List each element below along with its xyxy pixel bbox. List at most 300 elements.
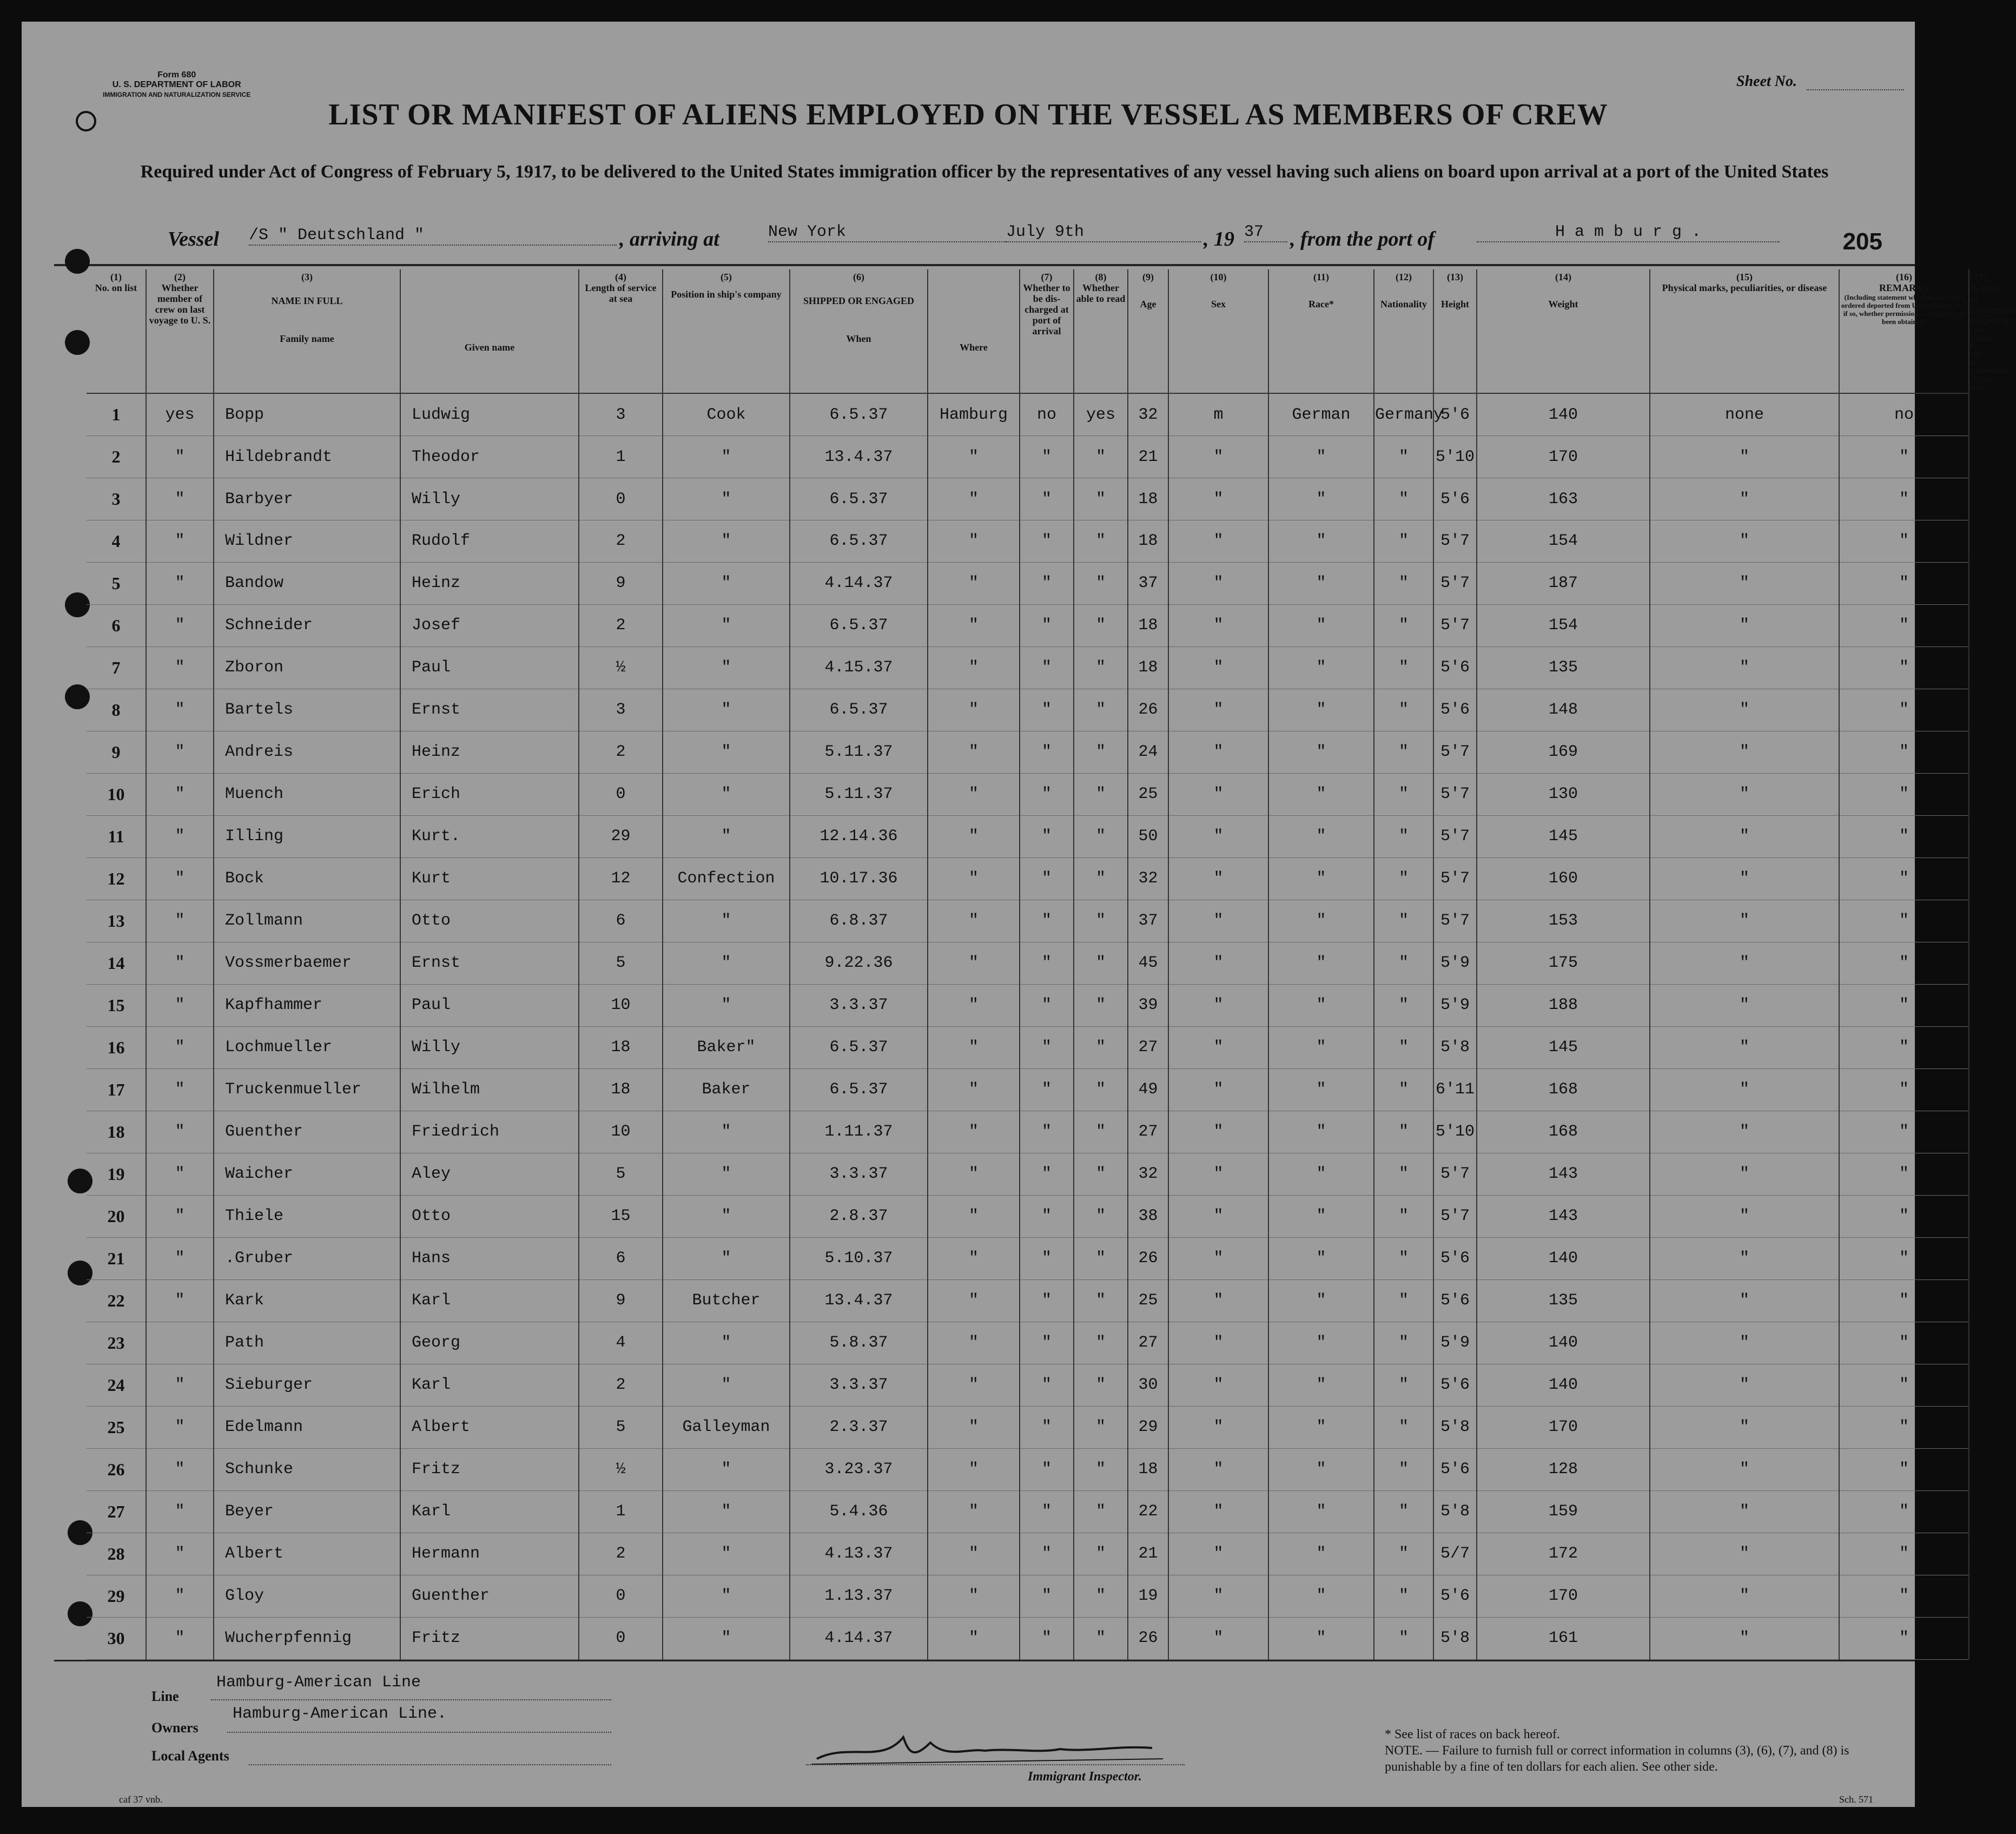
- signature-underline: [806, 1764, 1185, 1765]
- shipped-where-cell: ": [928, 773, 1020, 815]
- able-to-read-cell: ": [1074, 478, 1128, 520]
- member-last-voyage-cell: ": [146, 1617, 214, 1659]
- physical-marks-cell: ": [1650, 436, 1839, 478]
- remarks-cell: ": [1839, 562, 1969, 604]
- family-name-cell: Zboron: [214, 646, 400, 689]
- able-to-read-cell: ": [1074, 1195, 1128, 1237]
- physical-marks-cell: ": [1650, 815, 1839, 857]
- table-row: [87, 942, 1969, 984]
- shipped-when-cell: 3.3.37: [790, 1364, 928, 1406]
- race-cell: ": [1268, 984, 1374, 1026]
- to-be-discharged-cell: ": [1020, 1237, 1074, 1279]
- race-cell: ": [1268, 1322, 1374, 1364]
- row-number-cell: 9: [87, 731, 146, 773]
- member-last-voyage-cell: ": [146, 942, 214, 984]
- to-be-discharged-cell: ": [1020, 1490, 1074, 1533]
- family-name-cell: Truckenmueller: [214, 1068, 400, 1111]
- position-cell: Butcher: [663, 1279, 790, 1322]
- shipped-where-cell: ": [928, 562, 1020, 604]
- row-number-cell: 24: [87, 1364, 146, 1406]
- physical-marks-cell: ": [1650, 1279, 1839, 1322]
- remarks-cell: ": [1839, 1153, 1969, 1195]
- print-code: caf 37 vnb.: [119, 1794, 163, 1805]
- race-cell: ": [1268, 520, 1374, 563]
- length-of-service-cell: 4: [579, 1322, 663, 1364]
- table-row: [87, 731, 1969, 773]
- race-cell: ": [1268, 1448, 1374, 1490]
- position-cell: Confection: [663, 857, 790, 900]
- shipped-where-cell: ": [928, 1026, 1020, 1068]
- nationality-cell: ": [1374, 773, 1433, 815]
- sex-cell: ": [1168, 1153, 1268, 1195]
- family-name-cell: Hildebrandt: [214, 436, 400, 478]
- physical-marks-cell: ": [1650, 1448, 1839, 1490]
- physical-marks-cell: ": [1650, 1322, 1839, 1364]
- arrival-date: July 9th: [1006, 223, 1201, 242]
- crew-manifest-table: [87, 269, 2016, 1660]
- length-of-service-cell: 3: [579, 393, 663, 436]
- row-number-cell: 20: [87, 1195, 146, 1237]
- family-name-cell: Bartels: [214, 689, 400, 731]
- weight-cell: 154: [1477, 520, 1650, 563]
- nationality-cell: ": [1374, 1448, 1433, 1490]
- to-be-discharged-cell: ": [1020, 1364, 1074, 1406]
- col-no-header: (1) No. on list: [87, 269, 146, 393]
- notes-block: [1385, 1726, 1893, 1775]
- race-cell: ": [1268, 773, 1374, 815]
- age-cell: 49: [1128, 1068, 1168, 1111]
- position-cell: ": [663, 942, 790, 984]
- shipped-where-cell: ": [928, 1406, 1020, 1448]
- able-to-read-cell: ": [1074, 900, 1128, 942]
- able-to-read-cell: ": [1074, 1533, 1128, 1575]
- race-cell: ": [1268, 1153, 1374, 1195]
- able-to-read-cell: ": [1074, 1237, 1128, 1279]
- given-name-cell: Erich: [400, 773, 579, 815]
- remarks-cell: ": [1839, 520, 1969, 563]
- weight-cell: 153: [1477, 900, 1650, 942]
- race-cell: German: [1268, 393, 1374, 436]
- family-name-cell: Illing: [214, 815, 400, 857]
- family-name-cell: Edelmann: [214, 1406, 400, 1448]
- shipped-where-cell: ": [928, 942, 1020, 984]
- given-name-cell: Wilhelm: [400, 1068, 579, 1111]
- physical-marks-cell: ": [1650, 1490, 1839, 1533]
- position-cell: ": [663, 1153, 790, 1195]
- sex-cell: ": [1168, 1448, 1268, 1490]
- able-to-read-cell: ": [1074, 1364, 1128, 1406]
- age-cell: 18: [1128, 520, 1168, 563]
- height-cell: 5'8: [1433, 1406, 1477, 1448]
- col-height-header: (13) Height: [1433, 269, 1477, 393]
- age-cell: 18: [1128, 1448, 1168, 1490]
- race-cell: ": [1268, 689, 1374, 731]
- able-to-read-cell: ": [1074, 436, 1128, 478]
- sheet-number-field: [1807, 89, 1904, 90]
- weight-cell: 143: [1477, 1153, 1650, 1195]
- able-to-read-cell: ": [1074, 1026, 1128, 1068]
- table-row: [87, 1617, 1969, 1659]
- member-last-voyage-cell: ": [146, 773, 214, 815]
- nationality-cell: ": [1374, 1575, 1433, 1617]
- remarks-cell: ": [1839, 604, 1969, 646]
- col-age-header: (9) Age: [1128, 269, 1168, 393]
- sex-cell: ": [1168, 1237, 1268, 1279]
- family-name-cell: Path: [214, 1322, 400, 1364]
- sex-cell: ": [1168, 436, 1268, 478]
- given-name-cell: Kurt: [400, 857, 579, 900]
- length-of-service-cell: 2: [579, 1533, 663, 1575]
- shipped-when-cell: 4.14.37: [790, 1617, 928, 1659]
- height-cell: 5'6: [1433, 478, 1477, 520]
- given-name-cell: Albert: [400, 1406, 579, 1448]
- row-number-cell: 23: [87, 1322, 146, 1364]
- age-cell: 26: [1128, 1617, 1168, 1659]
- schedule-code: Sch. 571: [1839, 1794, 1873, 1805]
- sex-cell: ": [1168, 646, 1268, 689]
- member-last-voyage-cell: ": [146, 1237, 214, 1279]
- nationality-cell: ": [1374, 857, 1433, 900]
- shipped-where-cell: ": [928, 1490, 1020, 1533]
- length-of-service-cell: 5: [579, 942, 663, 984]
- given-name-cell: Rudolf: [400, 520, 579, 563]
- sex-cell: ": [1168, 1490, 1268, 1533]
- member-last-voyage-cell: ": [146, 1111, 214, 1153]
- able-to-read-cell: ": [1074, 1575, 1128, 1617]
- nationality-cell: ": [1374, 815, 1433, 857]
- fine-note: NOTE. — Failure to furnish full or correct information in columns (3), (6), (7), and (8) is punishable by a fine of ten dollars for each alien. See other side.: [1385, 1744, 1849, 1774]
- age-cell: 39: [1128, 984, 1168, 1026]
- race-cell: ": [1268, 1533, 1374, 1575]
- weight-cell: 168: [1477, 1111, 1650, 1153]
- weight-cell: 145: [1477, 815, 1650, 857]
- sex-cell: ": [1168, 1322, 1268, 1364]
- length-of-service-cell: 18: [579, 1068, 663, 1111]
- member-last-voyage-cell: ": [146, 689, 214, 731]
- to-be-discharged-cell: ": [1020, 1026, 1074, 1068]
- row-number-cell: 15: [87, 984, 146, 1026]
- to-be-discharged-cell: ": [1020, 1279, 1074, 1322]
- nationality-cell: ": [1374, 1490, 1433, 1533]
- position-cell: ": [663, 1490, 790, 1533]
- sex-cell: ": [1168, 1617, 1268, 1659]
- nationality-cell: ": [1374, 689, 1433, 731]
- race-cell: ": [1268, 815, 1374, 857]
- remarks-cell: ": [1839, 1111, 1969, 1153]
- nationality-cell: ": [1374, 646, 1433, 689]
- remarks-cell: ": [1839, 646, 1969, 689]
- member-last-voyage-cell: ": [146, 478, 214, 520]
- length-of-service-cell: 0: [579, 1617, 663, 1659]
- race-cell: ": [1268, 1617, 1374, 1659]
- length-of-service-cell: 2: [579, 520, 663, 563]
- remarks-cell: ": [1839, 942, 1969, 984]
- member-last-voyage-cell: ": [146, 1533, 214, 1575]
- position-cell: ": [663, 1364, 790, 1406]
- form-number: Form 680: [157, 70, 196, 80]
- height-cell: 5'7: [1433, 900, 1477, 942]
- physical-marks-cell: ": [1650, 857, 1839, 900]
- sex-cell: ": [1168, 984, 1268, 1026]
- to-be-discharged-cell: ": [1020, 689, 1074, 731]
- table-row: [87, 1111, 1969, 1153]
- nationality-cell: Germany: [1374, 393, 1433, 436]
- nationality-cell: ": [1374, 1322, 1433, 1364]
- to-be-discharged-cell: ": [1020, 646, 1074, 689]
- height-cell: 5'6: [1433, 393, 1477, 436]
- age-cell: 27: [1128, 1026, 1168, 1068]
- age-cell: 27: [1128, 1111, 1168, 1153]
- shipped-where-cell: ": [928, 436, 1020, 478]
- departure-port: H a m b u r g .: [1477, 223, 1780, 242]
- shipped-where-cell: ": [928, 689, 1020, 731]
- height-cell: 5'7: [1433, 857, 1477, 900]
- member-last-voyage-cell: ": [146, 604, 214, 646]
- able-to-read-cell: ": [1074, 1153, 1128, 1195]
- shipped-when-cell: 6.5.37: [790, 689, 928, 731]
- age-cell: 21: [1128, 436, 1168, 478]
- height-cell: 5'8: [1433, 1026, 1477, 1068]
- family-name-cell: Waicher: [214, 1153, 400, 1195]
- length-of-service-cell: 2: [579, 1364, 663, 1406]
- shipped-where-cell: ": [928, 1617, 1020, 1659]
- row-number-cell: 4: [87, 520, 146, 563]
- sex-cell: ": [1168, 478, 1268, 520]
- physical-marks-cell: ": [1650, 984, 1839, 1026]
- shipped-when-cell: 5.11.37: [790, 773, 928, 815]
- table-row: [87, 520, 1969, 563]
- footer: [54, 1660, 1915, 1809]
- sex-cell: m: [1168, 393, 1268, 436]
- weight-cell: 130: [1477, 773, 1650, 815]
- weight-cell: 170: [1477, 1575, 1650, 1617]
- position-cell: ": [663, 1322, 790, 1364]
- length-of-service-cell: 6: [579, 900, 663, 942]
- to-be-discharged-cell: ": [1020, 1068, 1074, 1111]
- shipped-when-cell: 3.3.37: [790, 1153, 928, 1195]
- able-to-read-cell: ": [1074, 942, 1128, 984]
- family-name-cell: Lochmueller: [214, 1026, 400, 1068]
- page-number: 205: [1842, 228, 1882, 255]
- physical-marks-cell: ": [1650, 604, 1839, 646]
- row-number-cell: 5: [87, 562, 146, 604]
- nationality-cell: ": [1374, 900, 1433, 942]
- race-cell: ": [1268, 857, 1374, 900]
- shipped-where-cell: ": [928, 1364, 1020, 1406]
- age-cell: 22: [1128, 1490, 1168, 1533]
- able-to-read-cell: ": [1074, 1279, 1128, 1322]
- table-row: [87, 478, 1969, 520]
- length-of-service-cell: 9: [579, 562, 663, 604]
- physical-marks-cell: none: [1650, 393, 1839, 436]
- shipped-when-cell: 3.23.37: [790, 1448, 928, 1490]
- able-to-read-cell: ": [1074, 1068, 1128, 1111]
- table-row: [87, 689, 1969, 731]
- physical-marks-cell: ": [1650, 942, 1839, 984]
- race-cell: ": [1268, 900, 1374, 942]
- shipped-when-cell: 4.15.37: [790, 646, 928, 689]
- row-number-cell: 3: [87, 478, 146, 520]
- length-of-service-cell: 29: [579, 815, 663, 857]
- row-number-cell: 1: [87, 393, 146, 436]
- given-name-cell: Aley: [400, 1153, 579, 1195]
- shipped-when-cell: 13.4.37: [790, 1279, 928, 1322]
- remarks-cell: ": [1839, 731, 1969, 773]
- nationality-cell: ": [1374, 1153, 1433, 1195]
- age-cell: 29: [1128, 1406, 1168, 1448]
- height-cell: 5'7: [1433, 1195, 1477, 1237]
- member-last-voyage-cell: ": [146, 1575, 214, 1617]
- race-cell: ": [1268, 646, 1374, 689]
- given-name-cell: Heinz: [400, 562, 579, 604]
- remarks-cell: ": [1839, 773, 1969, 815]
- shipped-when-cell: 6.5.37: [790, 1026, 928, 1068]
- row-number-cell: 17: [87, 1068, 146, 1111]
- weight-cell: 135: [1477, 1279, 1650, 1322]
- table-row: [87, 604, 1969, 646]
- weight-cell: 154: [1477, 604, 1650, 646]
- table-row: [87, 1448, 1969, 1490]
- physical-marks-cell: ": [1650, 731, 1839, 773]
- age-cell: 30: [1128, 1364, 1168, 1406]
- remarks-cell: ": [1839, 1406, 1969, 1448]
- family-name-cell: Wucherpfennig: [214, 1617, 400, 1659]
- table-row: [87, 1237, 1969, 1279]
- age-cell: 27: [1128, 1322, 1168, 1364]
- races-note: * See list of races on back hereof.: [1385, 1727, 1560, 1741]
- col-discharged-header: (7) Whether to be dis-charged at port of arrival: [1020, 269, 1074, 393]
- able-to-read-cell: ": [1074, 815, 1128, 857]
- to-be-discharged-cell: ": [1020, 520, 1074, 563]
- member-last-voyage-cell: ": [146, 1279, 214, 1322]
- height-cell: 5'8: [1433, 1490, 1477, 1533]
- year-label: , 19: [1204, 228, 1234, 250]
- shipped-when-cell: 6.5.37: [790, 478, 928, 520]
- given-name-cell: Paul: [400, 646, 579, 689]
- shipped-where-cell: ": [928, 1111, 1020, 1153]
- table-top-rule: [54, 264, 1915, 266]
- member-last-voyage-cell: yes: [146, 393, 214, 436]
- height-cell: 5'9: [1433, 942, 1477, 984]
- table-header-row: (1) No. on list (2) Whether member of crew on last voyage to U. S. (3) NAME IN FULL Family name Given name (4) Length of service at sea (5) Position in ship's company (6) SHIPPED OR ENGAGED When Where (7) Whether to be dis-charged at port of arrival (8) Whether able to read (9) Age (10) Sex (11) Race* (12) Nationality (13) Height (14) Weight (15) Physical marks, peculiarities, or disease (16) REMARKS (Including statement whether alien ever ordered deported from United States, and if so, whether permission to re-apply has been obtained) (17) Action of Immigrant Inspector (This column for use of Government officials only): [87, 269, 1969, 393]
- shipped-where-cell: ": [928, 731, 1020, 773]
- table-row: [87, 562, 1969, 604]
- row-number-cell: 19: [87, 1153, 146, 1195]
- position-cell: ": [663, 984, 790, 1026]
- able-to-read-cell: yes: [1074, 393, 1128, 436]
- weight-cell: 169: [1477, 731, 1650, 773]
- length-of-service-cell: 2: [579, 604, 663, 646]
- given-name-cell: Guenther: [400, 1575, 579, 1617]
- length-of-service-cell: ½: [579, 646, 663, 689]
- family-name-cell: Albert: [214, 1533, 400, 1575]
- race-cell: ": [1268, 562, 1374, 604]
- remarks-cell: ": [1839, 478, 1969, 520]
- able-to-read-cell: ": [1074, 520, 1128, 563]
- table-row: [87, 393, 1969, 436]
- height-cell: 5'6: [1433, 1448, 1477, 1490]
- member-last-voyage-cell: ": [146, 520, 214, 563]
- inspector-label: Immigrant Inspector.: [1028, 1770, 1142, 1784]
- height-cell: 6'11: [1433, 1068, 1477, 1111]
- row-number-cell: 25: [87, 1406, 146, 1448]
- col-service-header: (4) Length of service at sea: [579, 269, 663, 393]
- remarks-cell: ": [1839, 1279, 1969, 1322]
- length-of-service-cell: 9: [579, 1279, 663, 1322]
- age-cell: 19: [1128, 1575, 1168, 1617]
- age-cell: 18: [1128, 646, 1168, 689]
- height-cell: 5'6: [1433, 646, 1477, 689]
- position-cell: ": [663, 646, 790, 689]
- table-row: [87, 857, 1969, 900]
- position-cell: ": [663, 1533, 790, 1575]
- given-name-cell: Josef: [400, 604, 579, 646]
- position-cell: Galleyman: [663, 1406, 790, 1448]
- to-be-discharged-cell: ": [1020, 942, 1074, 984]
- race-cell: ": [1268, 1068, 1374, 1111]
- length-of-service-cell: 10: [579, 984, 663, 1026]
- able-to-read-cell: ": [1074, 857, 1128, 900]
- shipped-when-cell: 6.5.37: [790, 520, 928, 563]
- weight-cell: 170: [1477, 1406, 1650, 1448]
- age-cell: 26: [1128, 689, 1168, 731]
- physical-marks-cell: ": [1650, 1195, 1839, 1237]
- col-position-header: (5) Position in ship's company: [663, 269, 790, 393]
- height-cell: 5'10: [1433, 1111, 1477, 1153]
- height-cell: 5'7: [1433, 604, 1477, 646]
- col-read-header: (8) Whether able to read: [1074, 269, 1128, 393]
- sex-cell: ": [1168, 1364, 1268, 1406]
- family-name-cell: Wildner: [214, 520, 400, 563]
- shipped-when-cell: 1.11.37: [790, 1111, 928, 1153]
- member-last-voyage-cell: ": [146, 1406, 214, 1448]
- row-number-cell: 27: [87, 1490, 146, 1533]
- given-name-cell: Otto: [400, 900, 579, 942]
- table-row: [87, 900, 1969, 942]
- owners-underline: [227, 1732, 611, 1733]
- row-number-cell: 29: [87, 1575, 146, 1617]
- physical-marks-cell: ": [1650, 689, 1839, 731]
- physical-marks-cell: ": [1650, 900, 1839, 942]
- nationality-cell: ": [1374, 1406, 1433, 1448]
- physical-marks-cell: ": [1650, 1533, 1839, 1575]
- weight-cell: 160: [1477, 857, 1650, 900]
- col-given-name-header: Given name: [400, 269, 579, 393]
- to-be-discharged-cell: ": [1020, 815, 1074, 857]
- family-name-cell: Zollmann: [214, 900, 400, 942]
- height-cell: 5'8: [1433, 1617, 1477, 1659]
- able-to-read-cell: ": [1074, 1406, 1128, 1448]
- member-last-voyage-cell: ": [146, 731, 214, 773]
- shipped-when-cell: 13.4.37: [790, 436, 928, 478]
- age-cell: 50: [1128, 815, 1168, 857]
- height-cell: 5'7: [1433, 1153, 1477, 1195]
- length-of-service-cell: 0: [579, 773, 663, 815]
- shipped-where-cell: ": [928, 604, 1020, 646]
- physical-marks-cell: ": [1650, 520, 1839, 563]
- arriving-label: , arriving at: [619, 228, 719, 250]
- shipped-when-cell: 9.22.36: [790, 942, 928, 984]
- given-name-cell: Fritz: [400, 1617, 579, 1659]
- length-of-service-cell: 1: [579, 1490, 663, 1533]
- to-be-discharged-cell: ": [1020, 1533, 1074, 1575]
- age-cell: 37: [1128, 900, 1168, 942]
- table-row: [87, 1533, 1969, 1575]
- given-name-cell: Karl: [400, 1279, 579, 1322]
- race-cell: ": [1268, 1406, 1374, 1448]
- family-name-cell: Andreis: [214, 731, 400, 773]
- position-cell: ": [663, 731, 790, 773]
